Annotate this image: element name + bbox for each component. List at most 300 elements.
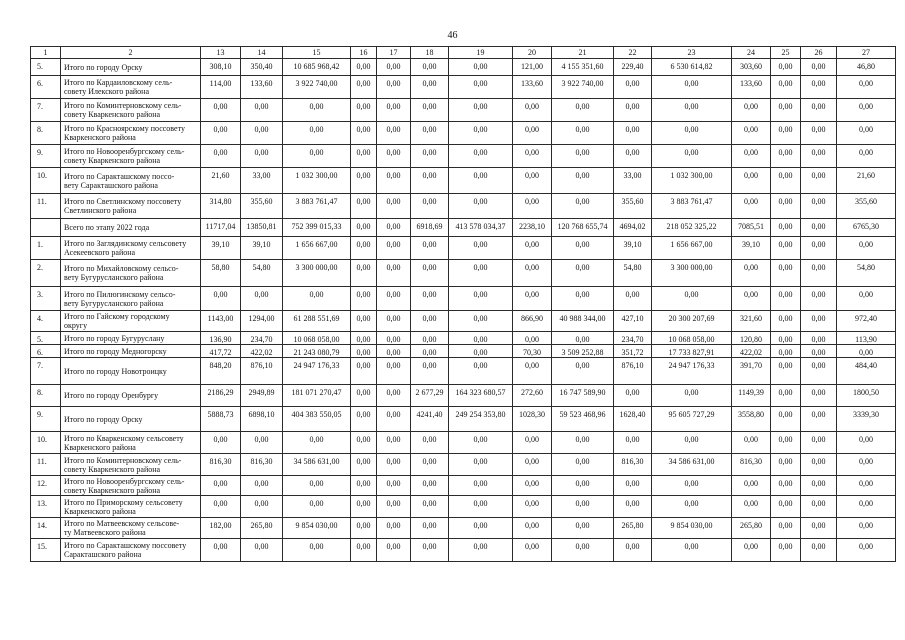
value-cell: 2949,89 <box>241 385 283 407</box>
value-cell: 0,00 <box>283 539 351 562</box>
value-cell: 95 605 727,29 <box>652 407 732 432</box>
data-table <box>30 46 896 562</box>
value-cell: 0,00 <box>801 145 837 168</box>
row-name-cell: Итого по Коминтерновскому сель- совету Кваркенского района <box>61 454 201 476</box>
value-cell: 0,00 <box>513 260 552 287</box>
value-cell: 39,10 <box>614 237 652 260</box>
value-cell: 0,00 <box>801 345 837 358</box>
value-cell: 0,00 <box>201 432 241 454</box>
value-cell: 0,00 <box>241 145 283 168</box>
row-number-cell: 15. <box>31 539 61 562</box>
row-name-cell: Итого по Кардаиловскому сель- совету Илекского района <box>61 76 201 99</box>
value-cell: 113,90 <box>837 332 896 345</box>
row-name-cell: Итого по городу Оренбургу <box>61 385 201 407</box>
value-cell: 0,00 <box>552 194 614 219</box>
value-cell: 0,00 <box>377 76 411 99</box>
value-cell: 0,00 <box>283 122 351 145</box>
row-name-cell: Итого по городу Новотроицку <box>61 358 201 385</box>
value-cell: 417,72 <box>201 345 241 358</box>
value-cell: 816,30 <box>201 454 241 476</box>
value-cell: 0,00 <box>411 122 449 145</box>
value-cell: 0,00 <box>201 122 241 145</box>
value-cell: 0,00 <box>552 287 614 311</box>
value-cell: 876,10 <box>241 358 283 385</box>
column-header: 24 <box>732 47 771 59</box>
row-name-cell: Итого по городу Бугуруслану <box>61 332 201 345</box>
value-cell: 21,60 <box>201 168 241 194</box>
value-cell: 0,00 <box>377 539 411 562</box>
value-cell: 0,00 <box>411 496 449 518</box>
value-cell: 0,00 <box>732 99 771 122</box>
value-cell: 0,00 <box>732 432 771 454</box>
value-cell: 1 656 667,00 <box>652 237 732 260</box>
row-number-cell: 7. <box>31 99 61 122</box>
column-header: 1 <box>31 47 61 59</box>
table-header <box>31 47 896 59</box>
row-name-cell: Итого по Пилюгинскому сельсо- вету Бугурусланского района <box>61 287 201 311</box>
value-cell: 0,00 <box>801 432 837 454</box>
value-cell: 0,00 <box>614 122 652 145</box>
value-cell: 0,00 <box>449 518 513 539</box>
value-cell: 10 068 058,00 <box>652 332 732 345</box>
value-cell: 265,80 <box>241 518 283 539</box>
value-cell: 0,00 <box>449 237 513 260</box>
value-cell: 164 323 680,57 <box>449 385 513 407</box>
value-cell: 0,00 <box>377 145 411 168</box>
value-cell: 422,02 <box>241 345 283 358</box>
column-header: 16 <box>351 47 377 59</box>
value-cell: 0,00 <box>351 496 377 518</box>
value-cell: 3339,30 <box>837 407 896 432</box>
value-cell: 0,00 <box>351 260 377 287</box>
value-cell: 0,00 <box>283 432 351 454</box>
value-cell: 0,00 <box>513 454 552 476</box>
value-cell: 0,00 <box>801 122 837 145</box>
value-cell: 0,00 <box>732 476 771 496</box>
value-cell: 0,00 <box>377 518 411 539</box>
value-cell: 0,00 <box>552 518 614 539</box>
value-cell: 10 068 058,00 <box>283 332 351 345</box>
value-cell: 2 677,29 <box>411 385 449 407</box>
table-row <box>31 407 896 432</box>
value-cell: 427,10 <box>614 311 652 332</box>
value-cell: 4241,40 <box>411 407 449 432</box>
value-cell: 0,00 <box>377 168 411 194</box>
row-name-cell: Итого по Саракташскому поссовету Саракташского района <box>61 539 201 562</box>
value-cell: 0,00 <box>771 99 801 122</box>
value-cell: 0,00 <box>449 332 513 345</box>
value-cell: 3 883 761,47 <box>652 194 732 219</box>
value-cell: 0,00 <box>614 145 652 168</box>
value-cell: 0,00 <box>801 332 837 345</box>
value-cell: 0,00 <box>801 76 837 99</box>
row-name-cell: Итого по Заглядинскому сельсовету Асекеевского района <box>61 237 201 260</box>
value-cell: 17 733 827,91 <box>652 345 732 358</box>
row-number-cell: 4. <box>31 311 61 332</box>
value-cell: 0,00 <box>377 122 411 145</box>
value-cell: 0,00 <box>449 539 513 562</box>
value-cell: 0,00 <box>801 219 837 237</box>
value-cell: 0,00 <box>449 194 513 219</box>
value-cell: 972,40 <box>837 311 896 332</box>
value-cell: 816,30 <box>732 454 771 476</box>
value-cell: 0,00 <box>513 432 552 454</box>
value-cell: 11717,04 <box>201 219 241 237</box>
value-cell: 0,00 <box>837 539 896 562</box>
value-cell: 0,00 <box>201 145 241 168</box>
value-cell: 0,00 <box>201 539 241 562</box>
value-cell: 0,00 <box>801 496 837 518</box>
value-cell: 0,00 <box>652 287 732 311</box>
value-cell: 0,00 <box>377 287 411 311</box>
value-cell: 0,00 <box>771 518 801 539</box>
value-cell: 0,00 <box>801 194 837 219</box>
value-cell: 0,00 <box>837 76 896 99</box>
value-cell: 3 300 000,00 <box>652 260 732 287</box>
value-cell: 0,00 <box>351 194 377 219</box>
value-cell: 24 947 176,33 <box>283 358 351 385</box>
value-cell: 308,10 <box>201 59 241 76</box>
value-cell: 350,40 <box>241 59 283 76</box>
value-cell: 0,00 <box>837 496 896 518</box>
value-cell: 0,00 <box>652 76 732 99</box>
table-row <box>31 237 896 260</box>
value-cell: 0,00 <box>411 358 449 385</box>
value-cell: 0,00 <box>837 454 896 476</box>
value-cell: 0,00 <box>732 260 771 287</box>
value-cell: 0,00 <box>552 432 614 454</box>
value-cell: 0,00 <box>411 76 449 99</box>
header-row <box>31 47 896 59</box>
value-cell: 0,00 <box>351 237 377 260</box>
value-cell: 0,00 <box>771 168 801 194</box>
value-cell: 6 530 614,82 <box>652 59 732 76</box>
value-cell: 0,00 <box>449 168 513 194</box>
value-cell: 6765,30 <box>837 219 896 237</box>
value-cell: 0,00 <box>614 496 652 518</box>
value-cell: 0,00 <box>771 332 801 345</box>
value-cell: 39,10 <box>732 237 771 260</box>
value-cell: 46,80 <box>837 59 896 76</box>
value-cell: 2238,10 <box>513 219 552 237</box>
row-name-cell: Итого по городу Орску <box>61 59 201 76</box>
value-cell: 3 922 740,00 <box>552 76 614 99</box>
value-cell: 0,00 <box>449 345 513 358</box>
value-cell: 0,00 <box>351 287 377 311</box>
column-header: 15 <box>283 47 351 59</box>
row-number-cell: 12. <box>31 476 61 496</box>
value-cell: 54,80 <box>837 260 896 287</box>
value-cell: 39,10 <box>201 237 241 260</box>
value-cell: 0,00 <box>614 385 652 407</box>
value-cell: 120 768 655,74 <box>552 219 614 237</box>
value-cell: 40 988 344,00 <box>552 311 614 332</box>
value-cell: 0,00 <box>411 99 449 122</box>
value-cell: 10 685 968,42 <box>283 59 351 76</box>
value-cell: 0,00 <box>837 99 896 122</box>
value-cell: 0,00 <box>614 99 652 122</box>
value-cell: 265,80 <box>732 518 771 539</box>
value-cell: 848,20 <box>201 358 241 385</box>
value-cell: 0,00 <box>449 496 513 518</box>
value-cell: 0,00 <box>241 432 283 454</box>
value-cell: 0,00 <box>652 385 732 407</box>
value-cell: 1294,00 <box>241 311 283 332</box>
value-cell: 0,00 <box>837 518 896 539</box>
value-cell: 0,00 <box>411 145 449 168</box>
column-header: 26 <box>801 47 837 59</box>
table-row <box>31 145 896 168</box>
value-cell: 0,00 <box>513 358 552 385</box>
value-cell: 0,00 <box>801 168 837 194</box>
value-cell: 1800,50 <box>837 385 896 407</box>
row-name-cell: Всего по этапу 2022 года <box>61 219 201 237</box>
value-cell: 0,00 <box>652 539 732 562</box>
row-name-cell: Итого по Гайскому городскому округу <box>61 311 201 332</box>
value-cell: 0,00 <box>241 287 283 311</box>
value-cell: 321,60 <box>732 311 771 332</box>
value-cell: 181 071 270,47 <box>283 385 351 407</box>
value-cell: 0,00 <box>614 432 652 454</box>
value-cell: 0,00 <box>552 260 614 287</box>
value-cell: 0,00 <box>351 358 377 385</box>
value-cell: 876,10 <box>614 358 652 385</box>
value-cell: 0,00 <box>351 59 377 76</box>
value-cell: 0,00 <box>652 99 732 122</box>
value-cell: 0,00 <box>801 358 837 385</box>
value-cell: 9 854 030,00 <box>652 518 732 539</box>
table-row <box>31 332 896 345</box>
value-cell: 0,00 <box>351 385 377 407</box>
value-cell: 0,00 <box>801 59 837 76</box>
column-header: 21 <box>552 47 614 59</box>
value-cell: 24 947 176,33 <box>652 358 732 385</box>
value-cell: 3 300 000,00 <box>283 260 351 287</box>
value-cell: 0,00 <box>614 476 652 496</box>
value-cell: 0,00 <box>801 311 837 332</box>
value-cell: 0,00 <box>377 260 411 287</box>
row-number-cell: 6. <box>31 345 61 358</box>
value-cell: 0,00 <box>283 287 351 311</box>
row-number-cell: 3. <box>31 287 61 311</box>
value-cell: 34 586 631,00 <box>652 454 732 476</box>
value-cell: 70,30 <box>513 345 552 358</box>
table-row <box>31 260 896 287</box>
table-row <box>31 99 896 122</box>
table-row <box>31 358 896 385</box>
row-number-cell: 5. <box>31 332 61 345</box>
value-cell: 0,00 <box>513 518 552 539</box>
value-cell: 0,00 <box>552 237 614 260</box>
value-cell: 0,00 <box>449 432 513 454</box>
table-body <box>31 59 896 562</box>
value-cell: 0,00 <box>732 287 771 311</box>
value-cell: 0,00 <box>411 311 449 332</box>
value-cell: 0,00 <box>732 168 771 194</box>
value-cell: 0,00 <box>801 385 837 407</box>
table-row <box>31 311 896 332</box>
value-cell: 0,00 <box>241 99 283 122</box>
value-cell: 0,00 <box>771 358 801 385</box>
value-cell: 0,00 <box>351 332 377 345</box>
value-cell: 33,00 <box>241 168 283 194</box>
value-cell: 0,00 <box>771 122 801 145</box>
table-row <box>31 432 896 454</box>
value-cell: 0,00 <box>449 311 513 332</box>
value-cell: 0,00 <box>513 332 552 345</box>
column-header: 19 <box>449 47 513 59</box>
value-cell: 0,00 <box>552 145 614 168</box>
table-row <box>31 518 896 539</box>
table-row <box>31 122 896 145</box>
value-cell: 0,00 <box>801 518 837 539</box>
value-cell: 0,00 <box>771 260 801 287</box>
value-cell: 0,00 <box>771 237 801 260</box>
value-cell: 0,00 <box>771 219 801 237</box>
value-cell: 0,00 <box>411 539 449 562</box>
column-header: 2 <box>61 47 201 59</box>
row-name-cell: Итого по Матвеевскому сельсове- ту Матвеевского района <box>61 518 201 539</box>
value-cell: 0,00 <box>801 539 837 562</box>
value-cell: 1149,39 <box>732 385 771 407</box>
value-cell: 303,60 <box>732 59 771 76</box>
value-cell: 0,00 <box>552 454 614 476</box>
total-row <box>31 219 896 237</box>
row-name-cell: Итого по Светлинскому поссовету Светлинского района <box>61 194 201 219</box>
value-cell: 0,00 <box>449 476 513 496</box>
value-cell: 0,00 <box>377 476 411 496</box>
value-cell: 0,00 <box>411 59 449 76</box>
row-name-cell: Итого по Кваркенскому сельсовету Кваркенского района <box>61 432 201 454</box>
value-cell: 484,40 <box>837 358 896 385</box>
value-cell: 0,00 <box>377 358 411 385</box>
value-cell: 0,00 <box>771 345 801 358</box>
value-cell: 0,00 <box>771 454 801 476</box>
value-cell: 0,00 <box>513 194 552 219</box>
table-row <box>31 76 896 99</box>
column-header: 14 <box>241 47 283 59</box>
value-cell: 0,00 <box>771 59 801 76</box>
value-cell: 34 586 631,00 <box>283 454 351 476</box>
value-cell: 0,00 <box>652 496 732 518</box>
value-cell: 229,40 <box>614 59 652 76</box>
value-cell: 355,60 <box>614 194 652 219</box>
value-cell: 0,00 <box>513 496 552 518</box>
value-cell: 182,00 <box>201 518 241 539</box>
value-cell: 0,00 <box>411 476 449 496</box>
row-number-cell: 11. <box>31 194 61 219</box>
value-cell: 0,00 <box>411 237 449 260</box>
value-cell: 0,00 <box>351 539 377 562</box>
value-cell: 234,70 <box>241 332 283 345</box>
value-cell: 0,00 <box>411 287 449 311</box>
value-cell: 0,00 <box>552 332 614 345</box>
row-number-cell: 8. <box>31 385 61 407</box>
value-cell: 0,00 <box>351 345 377 358</box>
value-cell: 7085,51 <box>732 219 771 237</box>
value-cell: 0,00 <box>411 168 449 194</box>
value-cell: 0,00 <box>652 145 732 168</box>
value-cell: 0,00 <box>377 311 411 332</box>
value-cell: 21 243 080,79 <box>283 345 351 358</box>
value-cell: 0,00 <box>377 345 411 358</box>
value-cell: 0,00 <box>771 385 801 407</box>
value-cell: 0,00 <box>351 311 377 332</box>
value-cell: 0,00 <box>801 99 837 122</box>
value-cell: 0,00 <box>241 122 283 145</box>
value-cell: 0,00 <box>837 476 896 496</box>
value-cell: 272,60 <box>513 385 552 407</box>
column-header: 17 <box>377 47 411 59</box>
value-cell: 816,30 <box>614 454 652 476</box>
row-number-cell: 13. <box>31 496 61 518</box>
value-cell: 0,00 <box>801 476 837 496</box>
row-name-cell: Итого по Приморскому сельсовету Кваркенского района <box>61 496 201 518</box>
row-number-cell: 14. <box>31 518 61 539</box>
value-cell: 0,00 <box>449 99 513 122</box>
table-row <box>31 194 896 219</box>
value-cell: 136,90 <box>201 332 241 345</box>
value-cell: 133,60 <box>241 76 283 99</box>
value-cell: 1 032 300,00 <box>283 168 351 194</box>
value-cell: 0,00 <box>513 287 552 311</box>
value-cell: 404 383 550,05 <box>283 407 351 432</box>
value-cell: 218 052 325,22 <box>652 219 732 237</box>
value-cell: 314,80 <box>201 194 241 219</box>
value-cell: 0,00 <box>411 332 449 345</box>
value-cell: 59 523 468,96 <box>552 407 614 432</box>
value-cell: 0,00 <box>552 168 614 194</box>
value-cell: 1028,30 <box>513 407 552 432</box>
value-cell: 0,00 <box>614 539 652 562</box>
row-number-cell: 2. <box>31 260 61 287</box>
value-cell: 265,80 <box>614 518 652 539</box>
row-name-cell: Итого по Михайловскому сельсо- вету Бугурусланского района <box>61 260 201 287</box>
table-row <box>31 345 896 358</box>
value-cell: 0,00 <box>837 345 896 358</box>
value-cell: 0,00 <box>377 432 411 454</box>
value-cell: 0,00 <box>449 59 513 76</box>
value-cell: 234,70 <box>614 332 652 345</box>
row-number-cell: 6. <box>31 76 61 99</box>
value-cell: 752 399 015,33 <box>283 219 351 237</box>
value-cell: 0,00 <box>283 99 351 122</box>
row-name-cell: Итого по Новооренбургскому сель- совету Кваркенского района <box>61 476 201 496</box>
value-cell: 0,00 <box>552 496 614 518</box>
value-cell: 0,00 <box>377 99 411 122</box>
value-cell: 0,00 <box>552 99 614 122</box>
row-number-cell: 1. <box>31 237 61 260</box>
value-cell: 0,00 <box>449 122 513 145</box>
value-cell: 0,00 <box>283 145 351 168</box>
value-cell: 866,90 <box>513 311 552 332</box>
value-cell: 0,00 <box>837 122 896 145</box>
value-cell: 133,60 <box>513 76 552 99</box>
row-number-cell: 9. <box>31 407 61 432</box>
value-cell: 0,00 <box>449 145 513 168</box>
column-header: 20 <box>513 47 552 59</box>
value-cell: 33,00 <box>614 168 652 194</box>
value-cell: 3 509 252,88 <box>552 345 614 358</box>
value-cell: 133,60 <box>732 76 771 99</box>
value-cell: 0,00 <box>837 145 896 168</box>
value-cell: 0,00 <box>351 476 377 496</box>
value-cell: 816,30 <box>241 454 283 476</box>
value-cell: 0,00 <box>377 219 411 237</box>
value-cell: 0,00 <box>241 476 283 496</box>
row-number-cell: 10. <box>31 432 61 454</box>
value-cell: 0,00 <box>377 332 411 345</box>
